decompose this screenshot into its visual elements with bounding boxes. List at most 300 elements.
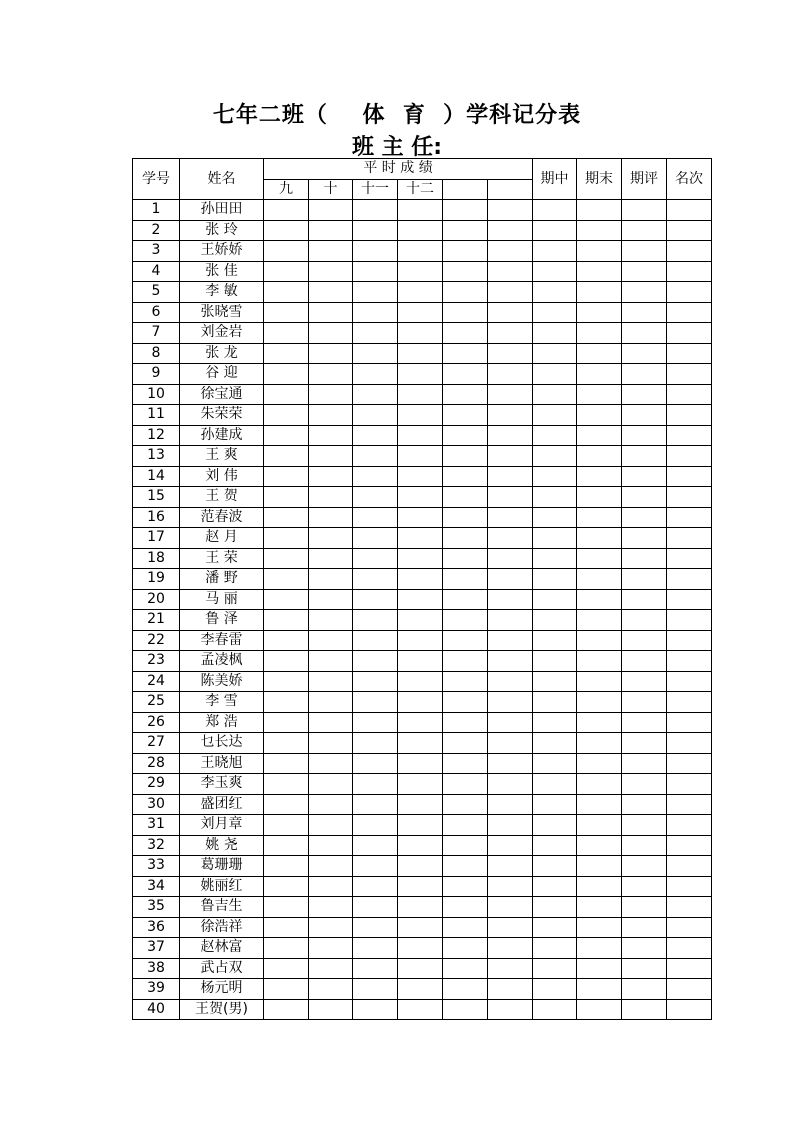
score-cell[interactable] — [533, 302, 577, 323]
score-cell[interactable] — [533, 774, 577, 795]
score-cell[interactable] — [622, 897, 667, 918]
score-cell[interactable] — [488, 651, 533, 672]
score-cell[interactable] — [577, 364, 622, 385]
score-cell[interactable] — [353, 815, 398, 836]
score-cell[interactable] — [488, 958, 533, 979]
score-cell[interactable] — [622, 343, 667, 364]
score-cell[interactable] — [264, 610, 309, 631]
score-cell[interactable] — [264, 712, 309, 733]
score-cell[interactable] — [443, 302, 488, 323]
score-cell[interactable] — [667, 548, 712, 569]
score-cell[interactable] — [264, 958, 309, 979]
score-cell[interactable] — [577, 261, 622, 282]
score-cell[interactable] — [577, 856, 622, 877]
score-cell[interactable] — [488, 794, 533, 815]
score-cell[interactable] — [667, 610, 712, 631]
score-cell[interactable] — [264, 774, 309, 795]
score-cell[interactable] — [353, 220, 398, 241]
score-cell[interactable] — [443, 323, 488, 344]
score-cell[interactable] — [443, 733, 488, 754]
score-cell[interactable] — [533, 999, 577, 1020]
score-cell[interactable] — [443, 569, 488, 590]
score-cell[interactable] — [264, 835, 309, 856]
score-cell[interactable] — [488, 917, 533, 938]
score-cell[interactable] — [353, 999, 398, 1020]
score-cell[interactable] — [264, 753, 309, 774]
score-cell[interactable] — [443, 446, 488, 467]
score-cell[interactable] — [309, 507, 353, 528]
score-cell[interactable] — [667, 282, 712, 303]
score-cell[interactable] — [264, 630, 309, 651]
score-cell[interactable] — [398, 999, 443, 1020]
score-cell[interactable] — [398, 548, 443, 569]
score-cell[interactable] — [533, 815, 577, 836]
score-cell[interactable] — [443, 794, 488, 815]
score-cell[interactable] — [398, 364, 443, 385]
score-cell[interactable] — [353, 282, 398, 303]
score-cell[interactable] — [488, 200, 533, 221]
score-cell[interactable] — [398, 405, 443, 426]
score-cell[interactable] — [443, 507, 488, 528]
score-cell[interactable] — [577, 323, 622, 344]
score-cell[interactable] — [622, 364, 667, 385]
score-cell[interactable] — [533, 446, 577, 467]
score-cell[interactable] — [577, 774, 622, 795]
score-cell[interactable] — [622, 302, 667, 323]
score-cell[interactable] — [533, 589, 577, 610]
score-cell[interactable] — [264, 343, 309, 364]
score-cell[interactable] — [309, 651, 353, 672]
score-cell[interactable] — [443, 487, 488, 508]
score-cell[interactable] — [667, 323, 712, 344]
score-cell[interactable] — [488, 856, 533, 877]
score-cell[interactable] — [533, 343, 577, 364]
score-cell[interactable] — [309, 671, 353, 692]
score-cell[interactable] — [398, 815, 443, 836]
score-cell[interactable] — [667, 261, 712, 282]
score-cell[interactable] — [622, 241, 667, 262]
score-cell[interactable] — [398, 917, 443, 938]
score-cell[interactable] — [309, 343, 353, 364]
score-cell[interactable] — [533, 876, 577, 897]
score-cell[interactable] — [443, 651, 488, 672]
score-cell[interactable] — [264, 815, 309, 836]
score-cell[interactable] — [577, 487, 622, 508]
score-cell[interactable] — [667, 999, 712, 1020]
score-cell[interactable] — [309, 364, 353, 385]
score-cell[interactable] — [264, 282, 309, 303]
score-cell[interactable] — [309, 425, 353, 446]
score-cell[interactable] — [353, 794, 398, 815]
score-cell[interactable] — [667, 897, 712, 918]
score-cell[interactable] — [488, 835, 533, 856]
score-cell[interactable] — [622, 938, 667, 959]
score-cell[interactable] — [667, 405, 712, 426]
score-cell[interactable] — [309, 835, 353, 856]
score-cell[interactable] — [622, 384, 667, 405]
score-cell[interactable] — [533, 671, 577, 692]
score-cell[interactable] — [667, 979, 712, 1000]
score-cell[interactable] — [577, 220, 622, 241]
score-cell[interactable] — [667, 302, 712, 323]
score-cell[interactable] — [577, 569, 622, 590]
score-cell[interactable] — [443, 630, 488, 651]
score-cell[interactable] — [309, 958, 353, 979]
score-cell[interactable] — [309, 466, 353, 487]
score-cell[interactable] — [533, 610, 577, 631]
score-cell[interactable] — [264, 323, 309, 344]
score-cell[interactable] — [264, 466, 309, 487]
score-cell[interactable] — [398, 282, 443, 303]
score-cell[interactable] — [622, 323, 667, 344]
score-cell[interactable] — [309, 569, 353, 590]
score-cell[interactable] — [398, 384, 443, 405]
score-cell[interactable] — [577, 651, 622, 672]
score-cell[interactable] — [622, 589, 667, 610]
score-cell[interactable] — [353, 343, 398, 364]
score-cell[interactable] — [667, 343, 712, 364]
score-cell[interactable] — [443, 856, 488, 877]
score-cell[interactable] — [577, 671, 622, 692]
score-cell[interactable] — [667, 364, 712, 385]
score-cell[interactable] — [577, 466, 622, 487]
score-cell[interactable] — [622, 261, 667, 282]
score-cell[interactable] — [488, 405, 533, 426]
score-cell[interactable] — [353, 446, 398, 467]
score-cell[interactable] — [353, 507, 398, 528]
score-cell[interactable] — [398, 302, 443, 323]
score-cell[interactable] — [353, 302, 398, 323]
score-cell[interactable] — [488, 897, 533, 918]
score-cell[interactable] — [309, 897, 353, 918]
score-cell[interactable] — [309, 241, 353, 262]
score-cell[interactable] — [398, 425, 443, 446]
score-cell[interactable] — [264, 917, 309, 938]
score-cell[interactable] — [398, 692, 443, 713]
score-cell[interactable] — [353, 323, 398, 344]
score-cell[interactable] — [353, 733, 398, 754]
score-cell[interactable] — [309, 630, 353, 651]
score-cell[interactable] — [309, 938, 353, 959]
score-cell[interactable] — [622, 999, 667, 1020]
score-cell[interactable] — [488, 815, 533, 836]
score-cell[interactable] — [488, 979, 533, 1000]
score-cell[interactable] — [622, 630, 667, 651]
score-cell[interactable] — [577, 548, 622, 569]
score-cell[interactable] — [398, 979, 443, 1000]
score-cell[interactable] — [353, 651, 398, 672]
score-cell[interactable] — [577, 630, 622, 651]
score-cell[interactable] — [667, 528, 712, 549]
score-cell[interactable] — [353, 692, 398, 713]
score-cell[interactable] — [533, 692, 577, 713]
score-cell[interactable] — [577, 241, 622, 262]
score-cell[interactable] — [622, 876, 667, 897]
score-cell[interactable] — [309, 876, 353, 897]
score-cell[interactable] — [309, 548, 353, 569]
score-cell[interactable] — [667, 917, 712, 938]
score-cell[interactable] — [443, 528, 488, 549]
score-cell[interactable] — [353, 405, 398, 426]
score-cell[interactable] — [667, 630, 712, 651]
score-cell[interactable] — [667, 507, 712, 528]
score-cell[interactable] — [622, 282, 667, 303]
score-cell[interactable] — [443, 589, 488, 610]
score-cell[interactable] — [443, 876, 488, 897]
score-cell[interactable] — [443, 897, 488, 918]
score-cell[interactable] — [622, 507, 667, 528]
score-cell[interactable] — [443, 815, 488, 836]
score-cell[interactable] — [667, 733, 712, 754]
score-cell[interactable] — [398, 897, 443, 918]
score-cell[interactable] — [309, 446, 353, 467]
score-cell[interactable] — [488, 938, 533, 959]
score-cell[interactable] — [533, 938, 577, 959]
score-cell[interactable] — [622, 569, 667, 590]
score-cell[interactable] — [353, 548, 398, 569]
score-cell[interactable] — [488, 569, 533, 590]
score-cell[interactable] — [577, 835, 622, 856]
score-cell[interactable] — [264, 405, 309, 426]
score-cell[interactable] — [488, 302, 533, 323]
score-cell[interactable] — [533, 835, 577, 856]
score-cell[interactable] — [488, 753, 533, 774]
score-cell[interactable] — [667, 651, 712, 672]
score-cell[interactable] — [309, 589, 353, 610]
score-cell[interactable] — [488, 733, 533, 754]
score-cell[interactable] — [309, 979, 353, 1000]
score-cell[interactable] — [443, 220, 488, 241]
score-cell[interactable] — [398, 589, 443, 610]
score-cell[interactable] — [622, 446, 667, 467]
score-cell[interactable] — [622, 774, 667, 795]
score-cell[interactable] — [488, 507, 533, 528]
score-cell[interactable] — [398, 343, 443, 364]
score-cell[interactable] — [622, 733, 667, 754]
score-cell[interactable] — [398, 507, 443, 528]
score-cell[interactable] — [667, 384, 712, 405]
score-cell[interactable] — [488, 220, 533, 241]
score-cell[interactable] — [622, 835, 667, 856]
score-cell[interactable] — [577, 589, 622, 610]
score-cell[interactable] — [264, 979, 309, 1000]
score-cell[interactable] — [533, 856, 577, 877]
score-cell[interactable] — [264, 220, 309, 241]
score-cell[interactable] — [488, 671, 533, 692]
score-cell[interactable] — [443, 692, 488, 713]
score-cell[interactable] — [577, 876, 622, 897]
score-cell[interactable] — [533, 425, 577, 446]
score-cell[interactable] — [353, 712, 398, 733]
score-cell[interactable] — [533, 753, 577, 774]
score-cell[interactable] — [309, 323, 353, 344]
score-cell[interactable] — [353, 856, 398, 877]
score-cell[interactable] — [264, 856, 309, 877]
score-cell[interactable] — [309, 384, 353, 405]
score-cell[interactable] — [398, 876, 443, 897]
score-cell[interactable] — [488, 282, 533, 303]
score-cell[interactable] — [667, 446, 712, 467]
score-cell[interactable] — [667, 466, 712, 487]
score-cell[interactable] — [667, 712, 712, 733]
score-cell[interactable] — [443, 753, 488, 774]
score-cell[interactable] — [264, 671, 309, 692]
score-cell[interactable] — [577, 343, 622, 364]
score-cell[interactable] — [577, 794, 622, 815]
score-cell[interactable] — [309, 200, 353, 221]
score-cell[interactable] — [577, 897, 622, 918]
score-cell[interactable] — [488, 384, 533, 405]
score-cell[interactable] — [398, 651, 443, 672]
score-cell[interactable] — [398, 487, 443, 508]
score-cell[interactable] — [667, 815, 712, 836]
score-cell[interactable] — [398, 323, 443, 344]
score-cell[interactable] — [353, 589, 398, 610]
score-cell[interactable] — [488, 261, 533, 282]
score-cell[interactable] — [533, 548, 577, 569]
score-cell[interactable] — [488, 241, 533, 262]
score-cell[interactable] — [309, 733, 353, 754]
score-cell[interactable] — [353, 261, 398, 282]
score-cell[interactable] — [398, 958, 443, 979]
score-cell[interactable] — [488, 692, 533, 713]
score-cell[interactable] — [309, 794, 353, 815]
score-cell[interactable] — [577, 425, 622, 446]
score-cell[interactable] — [577, 753, 622, 774]
score-cell[interactable] — [353, 569, 398, 590]
score-cell[interactable] — [667, 794, 712, 815]
score-cell[interactable] — [353, 487, 398, 508]
score-cell[interactable] — [398, 466, 443, 487]
score-cell[interactable] — [353, 384, 398, 405]
score-cell[interactable] — [353, 610, 398, 631]
score-cell[interactable] — [264, 364, 309, 385]
score-cell[interactable] — [309, 528, 353, 549]
score-cell[interactable] — [577, 999, 622, 1020]
score-cell[interactable] — [533, 466, 577, 487]
score-cell[interactable] — [577, 917, 622, 938]
score-cell[interactable] — [353, 200, 398, 221]
score-cell[interactable] — [622, 815, 667, 836]
score-cell[interactable] — [533, 364, 577, 385]
score-cell[interactable] — [488, 589, 533, 610]
score-cell[interactable] — [443, 938, 488, 959]
score-cell[interactable] — [398, 671, 443, 692]
score-cell[interactable] — [353, 835, 398, 856]
score-cell[interactable] — [577, 405, 622, 426]
score-cell[interactable] — [577, 528, 622, 549]
score-cell[interactable] — [667, 753, 712, 774]
score-cell[interactable] — [398, 794, 443, 815]
score-cell[interactable] — [622, 220, 667, 241]
score-cell[interactable] — [533, 651, 577, 672]
score-cell[interactable] — [622, 425, 667, 446]
score-cell[interactable] — [622, 528, 667, 549]
score-cell[interactable] — [309, 815, 353, 836]
score-cell[interactable] — [353, 774, 398, 795]
score-cell[interactable] — [488, 548, 533, 569]
score-cell[interactable] — [264, 528, 309, 549]
score-cell[interactable] — [533, 261, 577, 282]
score-cell[interactable] — [398, 200, 443, 221]
score-cell[interactable] — [398, 241, 443, 262]
score-cell[interactable] — [667, 241, 712, 262]
score-cell[interactable] — [264, 938, 309, 959]
score-cell[interactable] — [667, 487, 712, 508]
score-cell[interactable] — [443, 671, 488, 692]
score-cell[interactable] — [443, 999, 488, 1020]
score-cell[interactable] — [353, 241, 398, 262]
score-cell[interactable] — [622, 917, 667, 938]
score-cell[interactable] — [443, 610, 488, 631]
score-cell[interactable] — [443, 712, 488, 733]
score-cell[interactable] — [622, 794, 667, 815]
score-cell[interactable] — [667, 425, 712, 446]
score-cell[interactable] — [264, 384, 309, 405]
score-cell[interactable] — [622, 487, 667, 508]
score-cell[interactable] — [577, 712, 622, 733]
score-cell[interactable] — [622, 651, 667, 672]
score-cell[interactable] — [443, 979, 488, 1000]
score-cell[interactable] — [309, 261, 353, 282]
score-cell[interactable] — [309, 220, 353, 241]
score-cell[interactable] — [488, 876, 533, 897]
score-cell[interactable] — [309, 302, 353, 323]
score-cell[interactable] — [667, 856, 712, 877]
score-cell[interactable] — [577, 384, 622, 405]
score-cell[interactable] — [667, 569, 712, 590]
score-cell[interactable] — [353, 364, 398, 385]
score-cell[interactable] — [264, 999, 309, 1020]
score-cell[interactable] — [577, 958, 622, 979]
score-cell[interactable] — [488, 425, 533, 446]
score-cell[interactable] — [533, 220, 577, 241]
score-cell[interactable] — [398, 835, 443, 856]
score-cell[interactable] — [264, 487, 309, 508]
score-cell[interactable] — [264, 261, 309, 282]
score-cell[interactable] — [309, 712, 353, 733]
score-cell[interactable] — [622, 466, 667, 487]
score-cell[interactable] — [533, 917, 577, 938]
score-cell[interactable] — [533, 323, 577, 344]
score-cell[interactable] — [264, 302, 309, 323]
score-cell[interactable] — [667, 692, 712, 713]
score-cell[interactable] — [264, 507, 309, 528]
score-cell[interactable] — [309, 282, 353, 303]
score-cell[interactable] — [264, 446, 309, 467]
score-cell[interactable] — [533, 794, 577, 815]
score-cell[interactable] — [398, 569, 443, 590]
score-cell[interactable] — [353, 897, 398, 918]
score-cell[interactable] — [488, 343, 533, 364]
score-cell[interactable] — [443, 958, 488, 979]
score-cell[interactable] — [443, 200, 488, 221]
score-cell[interactable] — [443, 282, 488, 303]
score-cell[interactable] — [264, 794, 309, 815]
score-cell[interactable] — [533, 630, 577, 651]
score-cell[interactable] — [577, 815, 622, 836]
score-cell[interactable] — [622, 712, 667, 733]
score-cell[interactable] — [488, 610, 533, 631]
score-cell[interactable] — [353, 671, 398, 692]
score-cell[interactable] — [533, 569, 577, 590]
score-cell[interactable] — [353, 425, 398, 446]
score-cell[interactable] — [264, 548, 309, 569]
score-cell[interactable] — [353, 753, 398, 774]
score-cell[interactable] — [667, 774, 712, 795]
score-cell[interactable] — [398, 774, 443, 795]
score-cell[interactable] — [398, 938, 443, 959]
